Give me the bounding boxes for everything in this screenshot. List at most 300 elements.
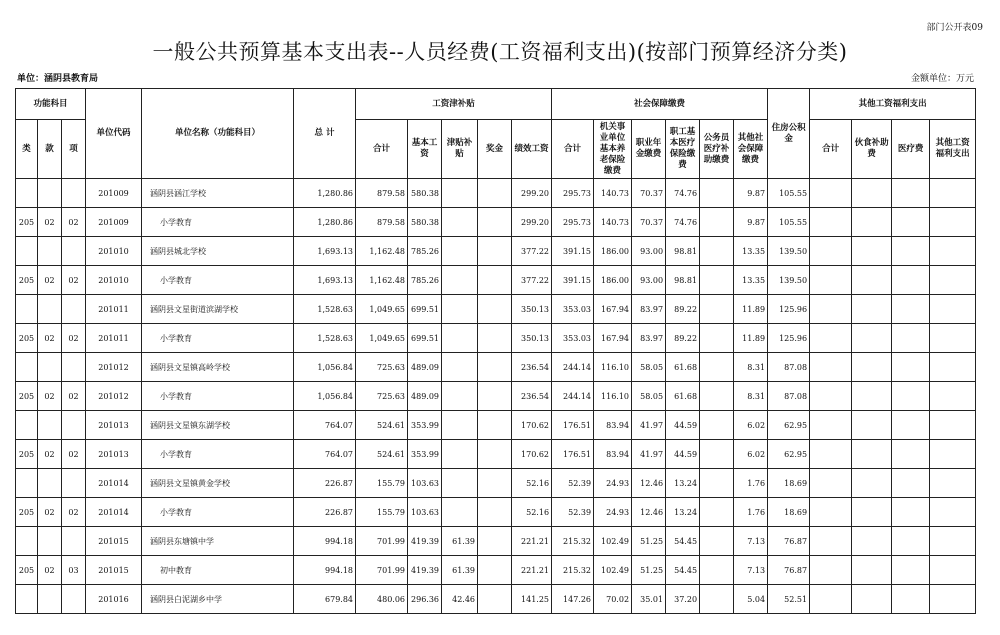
cell-other-wage [930, 469, 976, 498]
unit-name-header: 单位名称（功能科目） [142, 89, 294, 179]
cell-lei [16, 179, 38, 208]
cell-bonus [478, 440, 512, 469]
table-row [16, 324, 976, 353]
cell-other-ss: 1.76 [734, 469, 768, 498]
cell-total: 679.84 [294, 585, 356, 614]
cell-meal [852, 353, 892, 382]
cell-bonus [478, 324, 512, 353]
cell-other-wage [930, 237, 976, 266]
cell-performance: 299.20 [512, 179, 552, 208]
other-wage-header: 其他工资福利支出 [930, 120, 976, 179]
table-row [16, 266, 976, 295]
unit-code-header: 单位代码 [86, 89, 142, 179]
cell-bonus [478, 411, 512, 440]
kuan-header: 款 [38, 120, 62, 179]
cell-allowance [442, 469, 478, 498]
cell-ss-subtotal: 391.15 [552, 266, 594, 295]
cell-housing-fund: 76.87 [768, 527, 810, 556]
cell-unit-code: 201010 [86, 237, 142, 266]
cell-ow-subtotal [810, 382, 852, 411]
cell-wage-subtotal: 879.58 [356, 179, 408, 208]
cell-civil-medical [700, 527, 734, 556]
cell-unit-code: 201015 [86, 527, 142, 556]
cell-kuan [38, 237, 62, 266]
table-row [16, 585, 976, 614]
medical-fee-header: 医疗费 [892, 120, 930, 179]
cell-civil-medical [700, 179, 734, 208]
cell-allowance [442, 179, 478, 208]
cell-other-wage [930, 295, 976, 324]
cell-total: 1,056.84 [294, 382, 356, 411]
cell-ow-subtotal [810, 585, 852, 614]
cell-basic-wage: 580.38 [408, 208, 442, 237]
cell-unit-code: 201016 [86, 585, 142, 614]
cell-bonus [478, 266, 512, 295]
cell-ss-subtotal: 353.03 [552, 324, 594, 353]
cell-civil-medical [700, 556, 734, 585]
cell-other-wage [930, 556, 976, 585]
cell-medical-fee [892, 266, 930, 295]
cell-unit-code: 201013 [86, 411, 142, 440]
cell-kuan [38, 295, 62, 324]
cell-medical-fee [892, 527, 930, 556]
table-row [16, 498, 976, 527]
cell-medical-fee [892, 382, 930, 411]
cell-unit-name: 涵阴县东塘镇中学 [142, 527, 294, 556]
cell-ss-subtotal: 176.51 [552, 411, 594, 440]
cell-other-wage [930, 440, 976, 469]
cell-bonus [478, 382, 512, 411]
cell-xiang [62, 295, 86, 324]
cell-unit-name: 小学教育 [142, 440, 294, 469]
cell-meal [852, 382, 892, 411]
cell-other-ss: 13.35 [734, 237, 768, 266]
budget-table [15, 88, 976, 614]
cell-housing-fund: 18.69 [768, 498, 810, 527]
cell-medical-fee [892, 469, 930, 498]
cell-housing-fund: 105.55 [768, 208, 810, 237]
cell-ow-subtotal [810, 353, 852, 382]
cell-pension: 186.00 [594, 237, 632, 266]
cell-civil-medical [700, 585, 734, 614]
cell-ss-subtotal: 176.51 [552, 440, 594, 469]
allowance-header: 津贴补贴 [442, 120, 478, 179]
cell-kuan: 02 [38, 266, 62, 295]
cell-medical-fee [892, 556, 930, 585]
cell-other-wage [930, 324, 976, 353]
cell-allowance [442, 353, 478, 382]
cell-xiang [62, 237, 86, 266]
cell-allowance [442, 382, 478, 411]
ss-subtotal-header: 合计 [552, 120, 594, 179]
cell-other-ss: 11.89 [734, 295, 768, 324]
cell-unit-name: 小学教育 [142, 382, 294, 411]
cell-civil-medical [700, 237, 734, 266]
cell-medical-fee [892, 179, 930, 208]
cell-performance: 350.13 [512, 295, 552, 324]
cell-bonus [478, 208, 512, 237]
table-row [16, 179, 976, 208]
cell-basic-wage: 489.09 [408, 353, 442, 382]
cell-medical-fee [892, 498, 930, 527]
total-header: 总 计 [294, 89, 356, 179]
cell-xiang: 02 [62, 498, 86, 527]
cell-medical: 61.68 [666, 382, 700, 411]
wage-subtotal-header: 合计 [356, 120, 408, 179]
cell-basic-wage: 419.39 [408, 556, 442, 585]
cell-other-ss: 6.02 [734, 440, 768, 469]
cell-wage-subtotal: 524.61 [356, 411, 408, 440]
cell-ow-subtotal [810, 237, 852, 266]
cell-other-wage [930, 527, 976, 556]
cell-bonus [478, 556, 512, 585]
cell-total: 1,693.13 [294, 237, 356, 266]
cell-medical: 13.24 [666, 498, 700, 527]
cell-meal [852, 295, 892, 324]
cell-lei: 205 [16, 324, 38, 353]
cell-other-ss: 9.87 [734, 179, 768, 208]
cell-unit-code: 201012 [86, 382, 142, 411]
page-title: 一般公共预算基本支出表--人员经费(工资福利支出)(按部门预算经济分类) [152, 40, 848, 64]
cell-other-ss: 6.02 [734, 411, 768, 440]
cell-medical-fee [892, 295, 930, 324]
cell-basic-wage: 699.51 [408, 295, 442, 324]
cell-bonus [478, 353, 512, 382]
wage-allowance-header: 工资津补贴 [356, 89, 552, 120]
cell-unit-name: 涵阴县城北学校 [142, 237, 294, 266]
cell-other-wage [930, 498, 976, 527]
cell-xiang [62, 469, 86, 498]
cell-performance: 377.22 [512, 266, 552, 295]
cell-housing-fund: 62.95 [768, 411, 810, 440]
cell-civil-medical [700, 498, 734, 527]
cell-unit-name: 初中教育 [142, 556, 294, 585]
other-welfare-header: 其他工资福利支出 [810, 89, 976, 120]
cell-pension: 83.94 [594, 440, 632, 469]
cell-meal [852, 237, 892, 266]
cell-total: 226.87 [294, 469, 356, 498]
cell-housing-fund: 125.96 [768, 324, 810, 353]
cell-medical: 61.68 [666, 353, 700, 382]
cell-civil-medical [700, 382, 734, 411]
cell-performance: 141.25 [512, 585, 552, 614]
social-security-header: 社会保障缴费 [552, 89, 768, 120]
cell-xiang: 03 [62, 556, 86, 585]
cell-performance: 221.21 [512, 527, 552, 556]
cell-medical-fee [892, 411, 930, 440]
cell-other-ss: 7.13 [734, 527, 768, 556]
cell-pension: 116.10 [594, 353, 632, 382]
cell-total: 1,280.86 [294, 208, 356, 237]
cell-total: 764.07 [294, 411, 356, 440]
cell-unit-code: 201014 [86, 469, 142, 498]
cell-medical-fee [892, 440, 930, 469]
cell-basic-wage: 103.63 [408, 469, 442, 498]
cell-other-wage [930, 382, 976, 411]
cell-basic-wage: 699.51 [408, 324, 442, 353]
cell-xiang [62, 179, 86, 208]
cell-performance: 221.21 [512, 556, 552, 585]
cell-other-wage [930, 179, 976, 208]
cell-other-wage [930, 353, 976, 382]
cell-ss-subtotal: 52.39 [552, 469, 594, 498]
cell-meal [852, 440, 892, 469]
cell-wage-subtotal: 155.79 [356, 469, 408, 498]
cell-unit-code: 201015 [86, 556, 142, 585]
cell-xiang [62, 353, 86, 382]
cell-total: 764.07 [294, 440, 356, 469]
cell-annuity: 51.25 [632, 556, 666, 585]
cell-other-ss: 7.13 [734, 556, 768, 585]
cell-ow-subtotal [810, 295, 852, 324]
cell-wage-subtotal: 1,049.65 [356, 295, 408, 324]
cell-kuan: 02 [38, 208, 62, 237]
cell-annuity: 41.97 [632, 440, 666, 469]
cell-performance: 52.16 [512, 498, 552, 527]
cell-unit-name: 小学教育 [142, 498, 294, 527]
table-row [16, 382, 976, 411]
table-row [16, 295, 976, 324]
cell-lei: 205 [16, 382, 38, 411]
cell-medical: 74.76 [666, 179, 700, 208]
cell-other-ss: 8.31 [734, 353, 768, 382]
cell-ss-subtotal: 295.73 [552, 208, 594, 237]
cell-performance: 236.54 [512, 353, 552, 382]
cell-medical: 13.24 [666, 469, 700, 498]
cell-medical: 54.45 [666, 527, 700, 556]
cell-annuity: 93.00 [632, 237, 666, 266]
cell-annuity: 83.97 [632, 295, 666, 324]
cell-performance: 377.22 [512, 237, 552, 266]
cell-bonus [478, 179, 512, 208]
cell-meal [852, 324, 892, 353]
cell-wage-subtotal: 524.61 [356, 440, 408, 469]
cell-total: 1,280.86 [294, 179, 356, 208]
cell-pension: 140.73 [594, 208, 632, 237]
cell-pension: 140.73 [594, 179, 632, 208]
cell-kuan: 02 [38, 498, 62, 527]
cell-unit-name: 小学教育 [142, 266, 294, 295]
cell-allowance: 42.46 [442, 585, 478, 614]
cell-unit-code: 201009 [86, 208, 142, 237]
cell-other-wage [930, 208, 976, 237]
cell-performance: 236.54 [512, 382, 552, 411]
cell-medical: 98.81 [666, 237, 700, 266]
cell-annuity: 83.97 [632, 324, 666, 353]
cell-unit-code: 201011 [86, 295, 142, 324]
cell-basic-wage: 103.63 [408, 498, 442, 527]
cell-ow-subtotal [810, 411, 852, 440]
cell-other-wage [930, 585, 976, 614]
cell-basic-wage: 296.36 [408, 585, 442, 614]
cell-pension: 186.00 [594, 266, 632, 295]
cell-bonus [478, 585, 512, 614]
cell-ow-subtotal [810, 266, 852, 295]
cell-housing-fund: 87.08 [768, 382, 810, 411]
housing-fund-header: 住房公积金 [768, 89, 810, 179]
cell-kuan: 02 [38, 556, 62, 585]
cell-wage-subtotal: 1,049.65 [356, 324, 408, 353]
cell-allowance [442, 440, 478, 469]
cell-xiang: 02 [62, 324, 86, 353]
xiang-header: 项 [62, 120, 86, 179]
cell-performance: 170.62 [512, 411, 552, 440]
cell-meal [852, 469, 892, 498]
cell-medical: 89.22 [666, 295, 700, 324]
cell-pension: 24.93 [594, 469, 632, 498]
cell-meal [852, 498, 892, 527]
cell-unit-code: 201009 [86, 179, 142, 208]
cell-other-ss: 13.35 [734, 266, 768, 295]
cell-kuan [38, 585, 62, 614]
func-subject-header: 功能科目 [16, 89, 86, 120]
cell-housing-fund: 87.08 [768, 353, 810, 382]
cell-pension: 83.94 [594, 411, 632, 440]
cell-annuity: 70.37 [632, 179, 666, 208]
cell-xiang [62, 527, 86, 556]
ow-subtotal-header: 合计 [810, 120, 852, 179]
cell-kuan [38, 411, 62, 440]
cell-wage-subtotal: 701.99 [356, 556, 408, 585]
cell-basic-wage: 785.26 [408, 266, 442, 295]
cell-housing-fund: 18.69 [768, 469, 810, 498]
cell-unit-name: 涵阴县文星街道滨湖学校 [142, 295, 294, 324]
cell-kuan: 02 [38, 382, 62, 411]
cell-xiang [62, 411, 86, 440]
medical-header: 职工基本医疗保险缴费 [666, 120, 700, 179]
cell-annuity: 41.97 [632, 411, 666, 440]
cell-unit-name: 小学教育 [142, 324, 294, 353]
cell-medical-fee [892, 237, 930, 266]
cell-meal [852, 179, 892, 208]
cell-meal [852, 411, 892, 440]
bonus-header: 奖金 [478, 120, 512, 179]
table-row [16, 469, 976, 498]
cell-allowance [442, 295, 478, 324]
cell-ss-subtotal: 244.14 [552, 353, 594, 382]
cell-unit-name: 涵阴县白泥湖乡中学 [142, 585, 294, 614]
cell-wage-subtotal: 879.58 [356, 208, 408, 237]
table-row [16, 527, 976, 556]
cell-housing-fund: 52.51 [768, 585, 810, 614]
cell-medical-fee [892, 324, 930, 353]
other-ss-header: 其他社会保障缴费 [734, 120, 768, 179]
table-row [16, 237, 976, 266]
cell-unit-name: 涵阴县文星镇黄金学校 [142, 469, 294, 498]
cell-other-ss: 5.04 [734, 585, 768, 614]
amount-unit: 金额单位：万元 [910, 74, 974, 84]
cell-unit-name: 小学教育 [142, 208, 294, 237]
cell-performance: 299.20 [512, 208, 552, 237]
cell-total: 994.18 [294, 556, 356, 585]
reporting-unit: 单位：涵阴县教育局 [17, 74, 99, 84]
cell-bonus [478, 527, 512, 556]
table-body [16, 179, 976, 614]
cell-ow-subtotal [810, 556, 852, 585]
cell-total: 994.18 [294, 527, 356, 556]
cell-basic-wage: 785.26 [408, 237, 442, 266]
cell-civil-medical [700, 469, 734, 498]
cell-lei [16, 295, 38, 324]
cell-xiang: 02 [62, 266, 86, 295]
cell-other-ss: 11.89 [734, 324, 768, 353]
cell-other-ss: 8.31 [734, 382, 768, 411]
cell-other-wage [930, 411, 976, 440]
cell-ow-subtotal [810, 498, 852, 527]
cell-allowance: 61.39 [442, 556, 478, 585]
annuity-header: 职业年金缴费 [632, 120, 666, 179]
cell-annuity: 93.00 [632, 266, 666, 295]
cell-lei [16, 353, 38, 382]
cell-pension: 116.10 [594, 382, 632, 411]
cell-allowance: 61.39 [442, 527, 478, 556]
cell-annuity: 70.37 [632, 208, 666, 237]
performance-header: 绩效工资 [512, 120, 552, 179]
cell-ss-subtotal: 215.32 [552, 556, 594, 585]
cell-lei: 205 [16, 498, 38, 527]
cell-pension: 102.49 [594, 556, 632, 585]
cell-civil-medical [700, 295, 734, 324]
cell-allowance [442, 208, 478, 237]
cell-meal [852, 266, 892, 295]
cell-xiang: 02 [62, 208, 86, 237]
cell-wage-subtotal: 725.63 [356, 382, 408, 411]
cell-bonus [478, 469, 512, 498]
cell-civil-medical [700, 266, 734, 295]
cell-other-wage [930, 266, 976, 295]
cell-wage-subtotal: 155.79 [356, 498, 408, 527]
cell-performance: 350.13 [512, 324, 552, 353]
cell-kuan [38, 469, 62, 498]
cell-pension: 24.93 [594, 498, 632, 527]
cell-wage-subtotal: 480.06 [356, 585, 408, 614]
cell-annuity: 58.05 [632, 353, 666, 382]
cell-bonus [478, 237, 512, 266]
cell-basic-wage: 353.99 [408, 440, 442, 469]
cell-unit-code: 201012 [86, 353, 142, 382]
table-row [16, 411, 976, 440]
basic-wage-header: 基本工资 [408, 120, 442, 179]
cell-lei [16, 585, 38, 614]
cell-xiang: 02 [62, 382, 86, 411]
cell-medical: 44.59 [666, 411, 700, 440]
cell-lei [16, 411, 38, 440]
cell-bonus [478, 295, 512, 324]
cell-unit-name: 涵阴县文星镇高岭学校 [142, 353, 294, 382]
table-row [16, 208, 976, 237]
cell-ss-subtotal: 353.03 [552, 295, 594, 324]
cell-ss-subtotal: 147.26 [552, 585, 594, 614]
cell-housing-fund: 62.95 [768, 440, 810, 469]
table-row [16, 353, 976, 382]
lei-header: 类 [16, 120, 38, 179]
cell-lei: 205 [16, 556, 38, 585]
cell-housing-fund: 139.50 [768, 266, 810, 295]
cell-total: 1,528.63 [294, 295, 356, 324]
cell-wage-subtotal: 701.99 [356, 527, 408, 556]
cell-allowance [442, 498, 478, 527]
cell-performance: 52.16 [512, 469, 552, 498]
cell-allowance [442, 411, 478, 440]
cell-unit-code: 201014 [86, 498, 142, 527]
cell-unit-name: 涵阴县文星镇东湖学校 [142, 411, 294, 440]
cell-other-ss: 1.76 [734, 498, 768, 527]
cell-xiang: 02 [62, 440, 86, 469]
cell-unit-code: 201010 [86, 266, 142, 295]
cell-medical: 74.76 [666, 208, 700, 237]
cell-basic-wage: 353.99 [408, 411, 442, 440]
cell-civil-medical [700, 353, 734, 382]
